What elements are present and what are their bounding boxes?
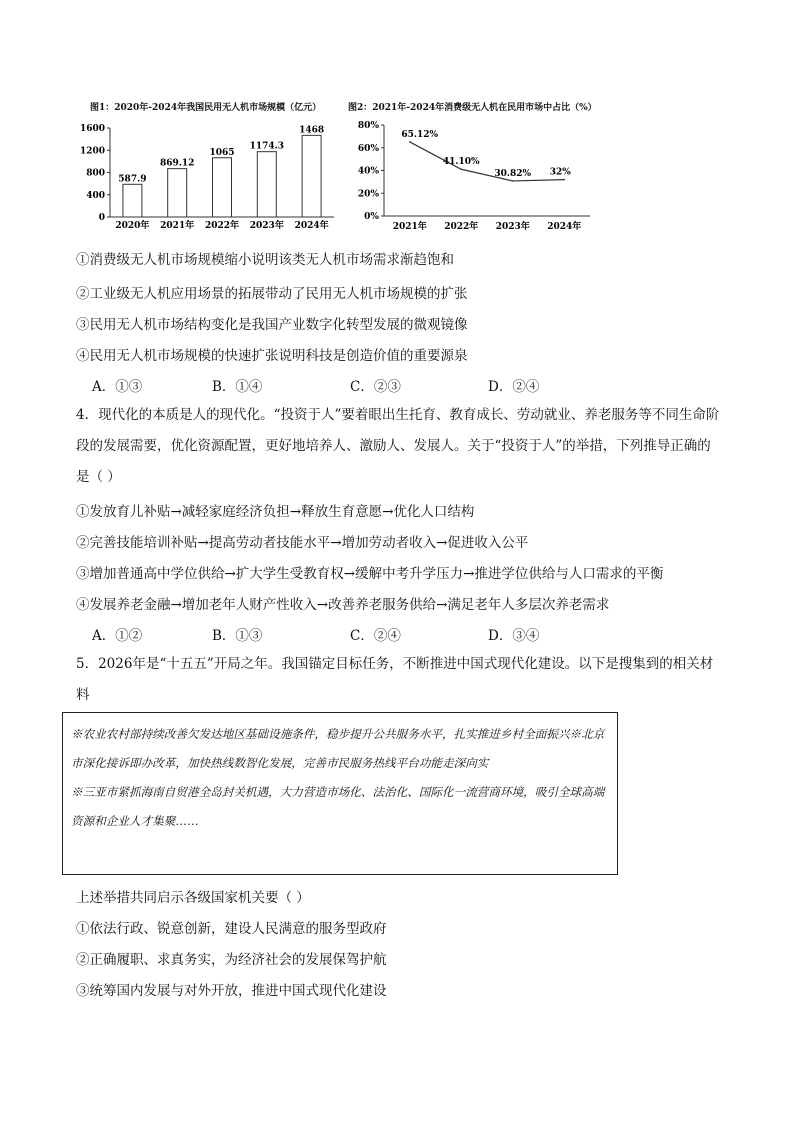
bar <box>123 184 142 217</box>
data-point <box>512 180 514 182</box>
x-tick-label: 2021年 <box>160 221 195 231</box>
bar <box>213 158 232 217</box>
q5-stem: 5．2026年是“十五五”开局之年。我国锚定目标任务，不断推进中国式现代化建设。以下是搜集到的相关材料 <box>76 656 714 703</box>
q4-stem: 4．现代化的本质是人的现代化。“投资于人”要着眼出生托育、教育成长、劳动就业、养老服务等不同生命阶段的发展需要，优化资源配置，更好地培养人、激励人、发展人。关于“投资于人”的举措，下列推导正确的是（ ） <box>76 407 720 485</box>
q4-statement-3: ③增加普通高中学位供给→扩大学生受教育权→缓解中考升学压力→推进学位供给与人口需求的平衡 <box>76 566 664 582</box>
data-point <box>460 168 462 170</box>
q3-option-d[interactable]: D．②④ <box>488 379 540 395</box>
q3-statement-4: ④民用无人机市场规模的快速扩张说明科技是创造价值的重要源泉 <box>76 348 468 364</box>
q4-option-c[interactable]: C．②④ <box>350 628 401 644</box>
x-tick-label: 2024年 <box>294 221 329 231</box>
q4-statement-4: ④发展养老金融→增加老年人财产性收入→改善养老服务供给→满足老年人多层次养老需求 <box>76 597 610 613</box>
x-tick-label: 2022年 <box>444 222 479 232</box>
fig1-title: 图1：2020年-2024年我国民用无人机市场规模（亿元） <box>90 103 322 113</box>
bar <box>257 152 276 217</box>
q4-option-a[interactable]: A．①② <box>92 628 143 644</box>
x-tick-label: 2024年 <box>547 222 582 232</box>
q5-question: 上述举措共同启示各级国家机关要（ ） <box>76 890 310 906</box>
point-value-label: 41.10% <box>442 157 480 168</box>
q5-statement-2: ②正确履职、求真务实，为经济社会的发展保驾护航 <box>76 952 387 968</box>
q3-option-a[interactable]: A．①③ <box>92 379 143 395</box>
bar <box>168 169 187 217</box>
y-tick-label: 40% <box>357 166 379 177</box>
y-tick-label: 0 <box>98 213 105 223</box>
point-value-label: 30.82% <box>494 168 532 179</box>
data-point <box>563 179 565 181</box>
q4-statement-1: ①发放育儿补贴→减轻家庭经济负担→释放生育意愿→优化人口结构 <box>76 504 475 520</box>
bar-chart-market-size <box>80 100 340 235</box>
y-tick-label: 800 <box>86 168 105 179</box>
q3-option-c[interactable]: C．②③ <box>350 379 401 395</box>
point-value-label: 65.12% <box>401 129 439 140</box>
q3-option-b[interactable]: B．①④ <box>212 379 263 395</box>
y-tick-label: 80% <box>357 121 379 131</box>
y-tick-label: 400 <box>86 190 105 201</box>
bar <box>302 135 321 217</box>
q5-statement-1: ①依法行政、锐意创新，建设人民满意的服务型政府 <box>76 921 387 937</box>
q3-statement-3: ③民用无人机市场结构变化是我国产业数字化转型发展的微观镜像 <box>76 317 468 333</box>
bar-value-label: 1468 <box>299 125 325 136</box>
material-text-1: ※农业农村部持续改善欠发达地区基础设施条件，稳步提升公共服务水平，扎实推进乡村全面振兴※北京市深化接诉即办改革，加快热线数智化发展，完善市民服务热线平台功能走深向实 <box>71 727 605 770</box>
y-tick-label: 1600 <box>80 124 105 134</box>
bar-value-label: 1065 <box>209 147 235 158</box>
q3-statement-2: ②工业级无人机应用场景的拓展带动了民用无人机市场规模的扩张 <box>76 286 468 302</box>
material-text-2: ※三亚市紧抓海南自贸港全岛封关机遇，大力营造市场化、法治化、国际化一流营商环境，吸引全球高端资源和企业人才集聚…… <box>71 785 605 828</box>
series-line <box>410 142 565 181</box>
q4-statement-2: ②完善技能培训补贴→提高劳动者技能水平→增加劳动者收入→促进收入公平 <box>76 535 529 551</box>
x-tick-label: 2023年 <box>249 221 284 231</box>
material-box <box>62 712 618 875</box>
q4-option-d[interactable]: D．③④ <box>488 628 540 644</box>
line-chart-consumer-share <box>350 100 610 235</box>
bar-value-label: 1174.3 <box>249 141 285 152</box>
bar-value-label: 587.9 <box>118 174 147 185</box>
y-tick-label: 1200 <box>80 146 105 157</box>
y-tick-label: 20% <box>357 189 379 200</box>
y-tick-label: 0% <box>364 212 379 222</box>
fig2-title: 图2：2021年-2024年消费级无人机在民用市场中占比（%） <box>348 103 597 113</box>
y-tick-label: 60% <box>357 143 379 154</box>
q5-statement-3: ③统筹国内发展与对外开放，推进中国式现代化建设 <box>76 983 387 999</box>
data-point <box>409 141 411 143</box>
q4-option-b[interactable]: B．①③ <box>212 628 263 644</box>
point-value-label: 32% <box>549 167 571 178</box>
charts-area <box>80 100 640 235</box>
x-tick-label: 2020年 <box>115 221 150 231</box>
q3-statement-1: ①消费级无人机市场规模缩小说明该类无人机市场需求渐趋饱和 <box>76 252 454 268</box>
bar-value-label: 869.12 <box>159 158 195 169</box>
x-tick-label: 2021年 <box>392 222 427 232</box>
x-tick-label: 2023年 <box>495 222 530 232</box>
x-tick-label: 2022年 <box>204 221 240 231</box>
